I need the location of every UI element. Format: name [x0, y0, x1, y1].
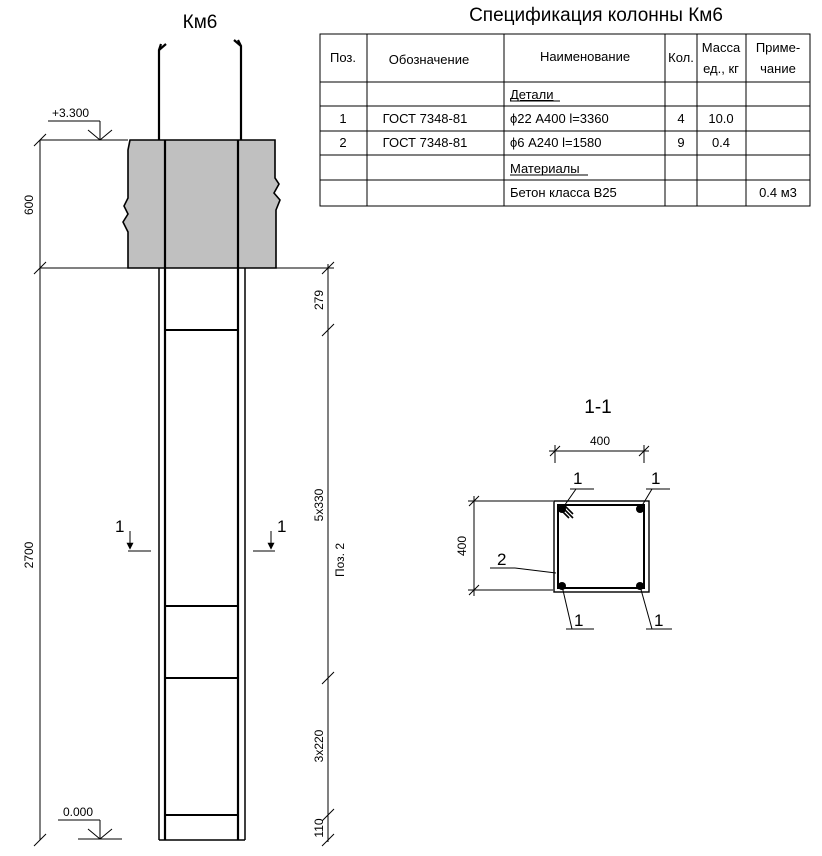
dim-left-2700: 2700 [22, 541, 36, 569]
section-width-label: 400 [589, 434, 611, 448]
callout-bar-label: 1 [651, 469, 661, 488]
callout-stirrup-label: 2 [497, 550, 507, 569]
spec-material-name: Бетон класса В25 [510, 185, 617, 200]
spec-row-mass: 10.0 [708, 111, 734, 126]
left-rebar-top [159, 44, 161, 140]
spec-header-qty: Кол. [668, 50, 694, 65]
spec-material-note: 0.4 м3 [759, 185, 797, 200]
spec-row-name: ϕ22 А400 l=3360 [510, 111, 609, 126]
spec-header-mass: Масса [701, 40, 741, 55]
spec-row-qty: 4 [677, 111, 685, 126]
stirrups [165, 330, 238, 815]
spec-header-note-cont: чание [760, 61, 796, 76]
level-top-label: +3.300 [52, 106, 90, 120]
pos-2-label: Поз. 2 [333, 542, 347, 578]
section-height-label: 400 [455, 535, 469, 557]
spec-header-name: Наименование [539, 49, 631, 64]
spec-row-designation: ГОСТ 7348-81 [382, 111, 468, 126]
dim-right-110: 110 [312, 818, 326, 838]
spec-header-mass-unit: ед., кг [703, 61, 739, 76]
cut-mark-right-label: 1 [277, 517, 287, 536]
spec-header-designation: Обозначение [388, 52, 470, 67]
level-mark-bottom [58, 820, 122, 839]
top-rebar-ends [159, 40, 241, 140]
section-corner-bars [558, 505, 644, 590]
spec-title: Спецификация колонны Км6 [469, 5, 723, 26]
section-cut-left [128, 531, 151, 551]
section-title: 1-1 [584, 397, 612, 418]
dim-right-3x220: 3x220 [312, 729, 326, 763]
right-rebar-top [238, 40, 241, 140]
section-height-dimension [468, 496, 553, 596]
column-title: Км6 [182, 12, 218, 33]
dim-left-600: 600 [22, 194, 36, 216]
spec-row-name: ϕ6 А240 l=1580 [510, 135, 602, 150]
level-mark-top [48, 121, 122, 140]
spec-section-details: Детали [510, 87, 554, 102]
callout-bar-label: 1 [574, 611, 584, 630]
spec-section-materials: Материалы [510, 161, 580, 176]
section-concrete-outline [554, 501, 649, 592]
column-body [159, 268, 245, 840]
callout-bar-label: 1 [573, 469, 583, 488]
level-bottom-label: 0.000 [63, 805, 94, 819]
spec-row-pos: 2 [339, 135, 347, 150]
spec-row-designation: ГОСТ 7348-81 [382, 135, 468, 150]
spec-row-qty: 9 [677, 135, 685, 150]
left-dimension-chain [34, 134, 128, 846]
dim-right-279: 279 [312, 289, 326, 311]
concrete-block [123, 140, 280, 268]
callout-bar-label: 1 [654, 611, 664, 630]
spec-header-pos: Поз. [330, 50, 356, 65]
cut-mark-left-label: 1 [115, 517, 125, 536]
spec-row-pos: 1 [339, 111, 347, 126]
section-stirrup [558, 505, 644, 588]
dim-right-5x330: 5x330 [312, 488, 326, 522]
spec-header-note: Приме- [755, 40, 801, 55]
spec-row-mass: 0.4 [711, 135, 731, 150]
section-cut-right [253, 531, 275, 551]
